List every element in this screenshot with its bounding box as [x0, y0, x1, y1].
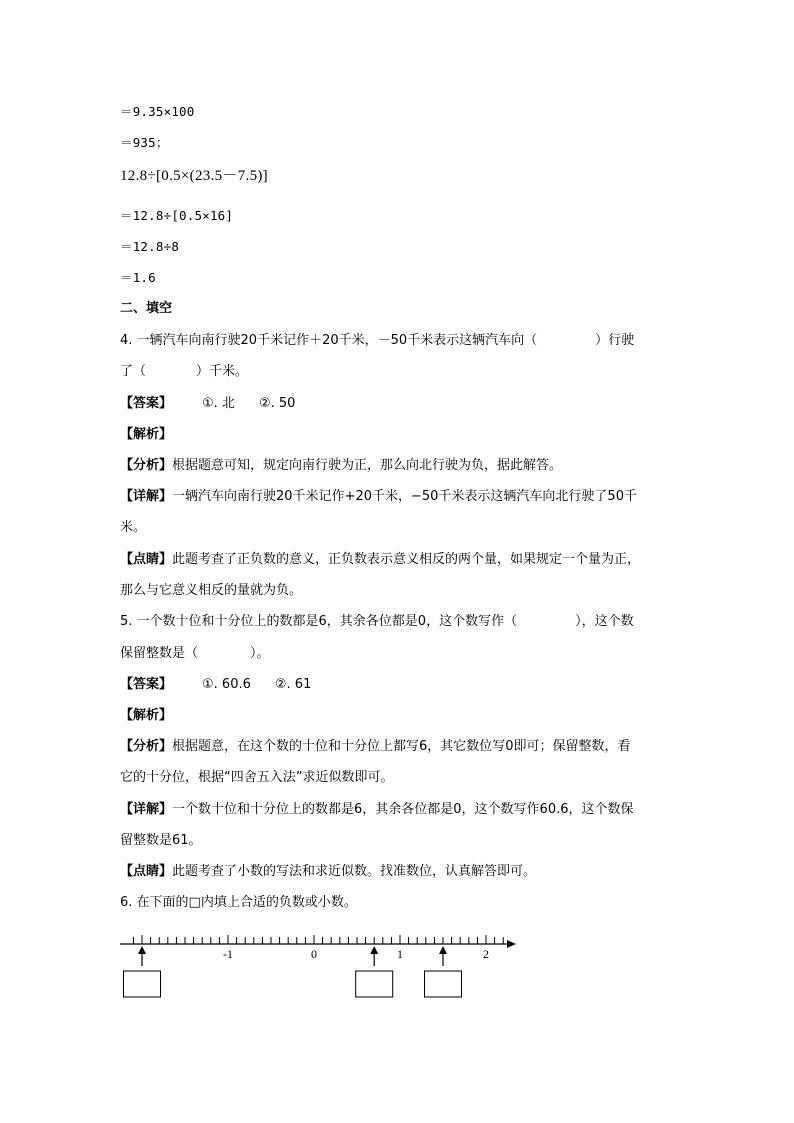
answer-tag: 【答案】	[120, 396, 173, 411]
question-5-line-1	[120, 614, 680, 630]
question-text: ）。	[250, 646, 270, 661]
pointer-arrow-head	[370, 946, 378, 954]
calc-step: ＝1.6	[120, 270, 156, 285]
calc-step: ＝935；	[120, 135, 169, 150]
fenxi-tag: 【分析】	[120, 458, 173, 473]
tick-label: 2	[483, 947, 489, 961]
dianjing-text: 那么与它意义相反的量就为负。	[120, 583, 303, 598]
number-line-figure	[118, 926, 523, 1001]
dianjing-text: 此题考查了小数的写法和求近似数。找准数位，认真解答即可。	[172, 864, 537, 879]
question-4-line-2	[120, 364, 680, 380]
tick-label: -1	[223, 947, 233, 961]
question-5-line-2	[120, 646, 680, 662]
xiangjie-line	[120, 489, 680, 505]
answer-box	[124, 971, 161, 997]
question-text: 4. 一辆汽车向南行驶20千米记作＋20千米，－50千米表示这辆汽车向（	[120, 333, 538, 348]
fenxi-text: 它的十分位，根据“四舍五入法”求近似数即可。	[120, 770, 394, 785]
dianjing-tag: 【点睛】	[120, 552, 173, 567]
fenxi-tag: 【分析】	[120, 739, 173, 754]
answer-box	[356, 971, 393, 997]
fenxi-text: 根据题意，在这个数的十位和十分位上都写6，其它数位写0即可；保留整数，看	[172, 739, 631, 754]
calc-step: ＝12.8÷[0.5×16]	[120, 208, 234, 223]
tick-label: 1	[397, 947, 403, 961]
calc-step: ＝9.35×100	[120, 104, 195, 119]
fenxi-text: 根据题意可知，规定向南行驶为正，那么向北行驶为负，据此解答。	[172, 458, 563, 473]
xiangjie-text: 米。	[120, 520, 147, 535]
question-text: 5. 一个数十位和十分位上的数都是6，其余各位都是0，这个数写作（	[120, 614, 518, 629]
question-text: ），这个数	[575, 614, 634, 629]
xiangjie-text: 一个数十位和十分位上的数都是6，其余各位都是0，这个数写作60.6，这个数保	[172, 802, 634, 817]
axis-arrowhead	[507, 940, 516, 948]
dianjing-line	[120, 552, 680, 568]
number-line	[118, 926, 523, 1001]
calc-step: ＝12.8÷8	[120, 239, 180, 254]
dianjing-text: 此题考查了正负数的意义，正负数表示意义相反的两个量，如果规定一个量为正，	[172, 552, 641, 567]
tick-label: 0	[311, 947, 317, 961]
dianjing-tag: 【点睛】	[120, 864, 173, 879]
question-text: 保留整数是（	[120, 646, 199, 661]
analysis-tag: 【解析】	[120, 427, 173, 442]
question-6-text: 6. 在下面的□内填上合适的负数或小数。	[120, 895, 357, 910]
xiangjie-text: 留整数是61。	[120, 833, 202, 848]
answer-tag: 【答案】	[120, 677, 173, 692]
section-title: 二、填空	[120, 301, 173, 316]
xiangjie-line	[120, 802, 680, 818]
question-text: 了（	[120, 364, 147, 379]
pointer-arrow-head	[138, 946, 146, 954]
xiangjie-text: 一辆汽车向南行驶20千米记作+20千米，−50千米表示这辆汽车向北行驶了50千	[172, 489, 637, 504]
fenxi-line	[120, 458, 680, 474]
formula-expression: 12.8÷[0.5×(23.5－7.5)]	[120, 168, 268, 184]
xiangjie-tag: 【详解】	[120, 802, 173, 817]
question-text: ）千米。	[196, 364, 249, 379]
fenxi-line	[120, 739, 680, 755]
analysis-tag: 【解析】	[120, 708, 173, 723]
dianjing-line	[120, 864, 680, 880]
answer-value: ②. 61	[274, 677, 312, 692]
answer-value: ②. 50	[258, 396, 296, 411]
question-text: ）行驶	[595, 333, 635, 348]
answer-value: ①. 北	[202, 396, 235, 411]
answer-box	[425, 971, 462, 997]
answer-value: ①. 60.6	[202, 677, 251, 692]
xiangjie-tag: 【详解】	[120, 489, 173, 504]
answer-line	[120, 677, 680, 693]
question-4-line-1	[120, 333, 680, 349]
answer-line	[120, 396, 680, 412]
pointer-arrow-head	[439, 946, 447, 954]
